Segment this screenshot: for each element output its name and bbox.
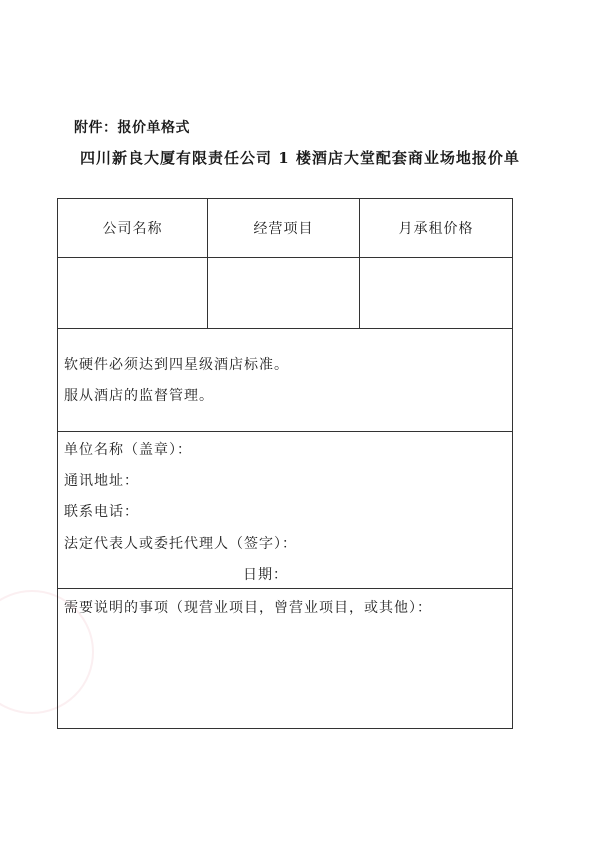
row-divider (58, 328, 512, 329)
phone-field: 联系电话： (64, 504, 139, 520)
quotation-form (57, 198, 513, 729)
attachment-label: 附件：报价单格式 (74, 120, 190, 136)
header-business-scope: 经营项目 (208, 199, 360, 257)
company-name-cell[interactable] (58, 257, 208, 328)
address-field: 通讯地址： (64, 473, 139, 489)
requirement-item: 服从酒店的监督管理。 (64, 388, 214, 404)
header-monthly-rent: 月承租价格 (398, 221, 474, 237)
business-scope-cell[interactable] (208, 257, 360, 328)
monthly-rent-cell[interactable] (360, 257, 512, 328)
table-entry-row (58, 257, 512, 328)
unit-name-field: 单位名称（盖章）： (64, 442, 192, 458)
date-field: 日期： (243, 567, 288, 583)
header-company-name: 公司名称 (58, 199, 208, 257)
document-title: 四川新良大厦有限责任公司 1 楼酒店大堂配套商业场地报价单 (80, 149, 520, 167)
section-divider (58, 588, 512, 589)
table-header-row (58, 199, 512, 257)
representative-field: 法定代表人或委托代理人（签字）： (64, 536, 297, 552)
section-divider (58, 431, 512, 432)
requirement-item: 软硬件必须达到四星级酒店标准。 (64, 357, 289, 373)
notes-label: 需要说明的事项（现营业项目，曾营业项目，或其他）： (64, 600, 432, 616)
